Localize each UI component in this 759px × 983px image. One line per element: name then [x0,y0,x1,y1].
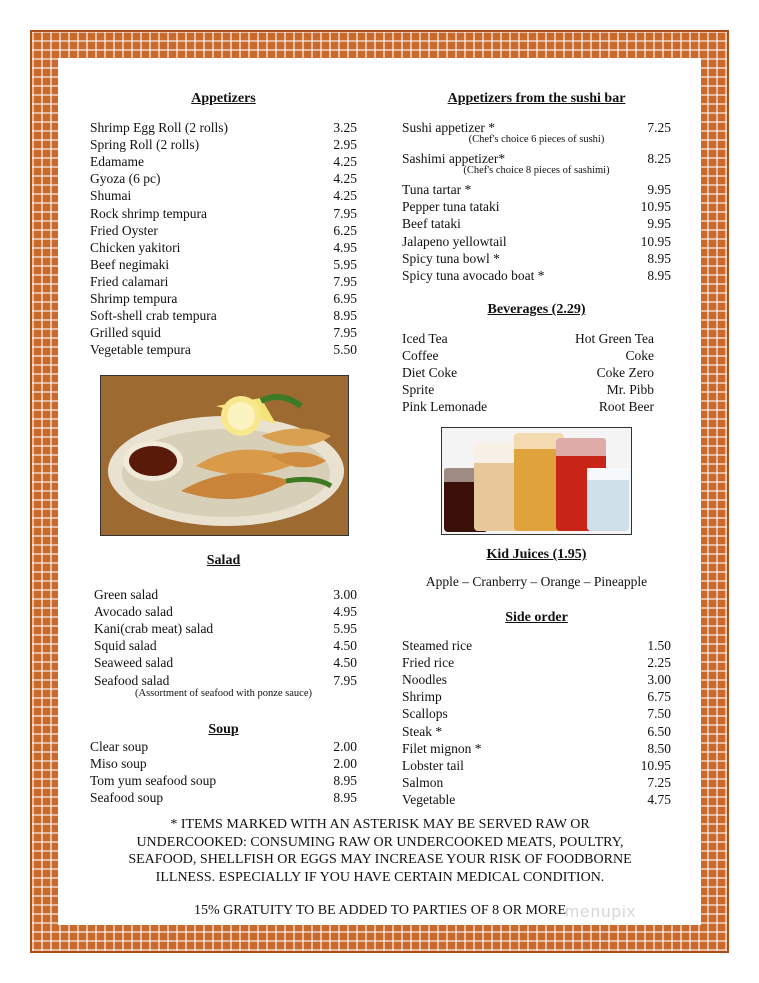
menu-item [402,250,671,267]
item-price: 9.95 [647,216,671,232]
menu-item [94,654,357,671]
menu-item [94,603,357,620]
item-name: Avocado salad [94,604,173,620]
menu-item [402,267,671,284]
item-name: Fried rice [402,655,455,671]
beverage-left: Iced Tea [402,331,448,346]
item-price: 9.95 [647,182,671,198]
menu-item [402,671,671,688]
item-name: Steamed rice [402,638,473,653]
item-name: Shrimp [402,689,442,705]
item-price: 2.00 [333,756,357,772]
menu-item [94,586,357,603]
beverage-right: Coke [625,348,654,364]
item-name: Miso soup [90,756,147,772]
disclaimer-line: UNDERCOOKED: CONSUMING RAW OR UNDERCOOKED MEATS, POULTRY, [136,834,624,850]
item-name: Beef tataki [402,216,461,232]
beverage-right: Root Beer [598,399,654,415]
appetizers-heading: Appetizers [191,91,256,106]
beverage-row [402,398,654,415]
item-name: Fried calamari [90,273,169,289]
gyoza-photo [100,375,349,536]
menu-item [90,772,357,789]
item-price: 10.95 [640,757,671,773]
item-price: 5.95 [333,256,357,272]
item-name: Tom yum seafood soup [90,773,217,789]
item-name: Green salad [94,587,159,602]
menu-item [402,215,671,232]
beverage-row [402,347,654,364]
item-price: 4.95 [333,239,357,255]
menu-item [402,198,671,215]
item-name: Fried Oyster [90,222,158,238]
menu-item [402,791,671,808]
item-name: Shrimp Egg Roll (2 rolls) [90,120,228,135]
menu-item [90,324,357,341]
side-order-heading: Side order [505,610,568,625]
item-price: 4.50 [333,655,357,671]
item-name: Sashimi appetizer* [402,151,506,167]
item-price: 6.95 [333,291,357,306]
item-name: Beef negimaki [90,256,170,272]
menu-item [90,256,357,273]
item-name: Seafood salad [94,672,170,688]
menu-item [94,637,357,654]
item-price: 7.95 [333,672,357,688]
menu-item [90,205,357,222]
beverage-left: Sprite [402,382,435,398]
menu-item [402,774,671,791]
menu-item [402,233,671,250]
item-price: 8.95 [647,267,671,283]
item-price: 3.00 [647,672,671,688]
item-name: Chicken yakitori [90,239,181,255]
menu-item [90,222,357,239]
menu-item [402,757,671,774]
beverages-heading: Beverages (2.29) [487,302,586,317]
item-price: 4.25 [333,171,357,187]
item-name: Shrimp tempura [90,291,178,306]
item-note: (Chef's choice 8 pieces of sashimi) [463,165,610,177]
item-price: 8.25 [647,151,671,167]
item-price: 10.95 [640,199,671,215]
item-name: Edamame [90,154,144,170]
item-price: 5.50 [333,342,357,358]
menu-item [402,181,671,198]
item-name: Spicy tuna bowl * [402,250,500,266]
item-price: 3.25 [333,120,357,135]
salad-heading: Salad [206,553,241,568]
item-note: (Chef's choice 6 pieces of sushi) [468,134,605,146]
item-name: Vegetable tempura [90,342,191,358]
disclaimer-line: SEAFOOD, SHELLFISH OR EGGS MAY INCREASE YOUR RISK OF FOODBORNE [128,852,632,867]
beverage-left: Diet Coke [402,365,458,381]
item-name: Noodles [402,672,447,688]
item-price: 6.50 [647,723,671,739]
menu-item [402,688,671,705]
disclaimer-line: * ITEMS MARKED WITH AN ASTERISK MAY BE SERVED RAW OR [170,817,590,832]
item-price: 4.75 [647,791,671,807]
kid-juices-text: Apple – Cranberry – Orange – Pineapple [425,574,648,589]
item-price: 8.95 [333,790,357,806]
item-name: Seafood soup [90,790,164,806]
sushi-bar-heading: Appetizers from the sushi bar [447,91,626,106]
item-name: Sushi appetizer * [402,120,495,135]
item-price: 7.95 [333,205,357,221]
item-name: Steak * [402,723,443,739]
item-price: 8.95 [647,250,671,266]
item-price: 2.00 [333,739,357,754]
item-name: Seaweed salad [94,655,174,671]
menu-item [90,290,357,307]
item-name: Spicy tuna avocado boat * [402,267,545,283]
menu-item [90,239,357,256]
menu-item [90,738,357,755]
item-name: Pepper tuna tataki [402,199,500,215]
menu-item [90,341,357,358]
item-price: 4.25 [333,154,357,170]
watermark: menupix [565,902,637,921]
item-name: Spring Roll (2 rolls) [90,137,200,153]
menu-item [402,637,671,654]
beverage-row [402,330,654,347]
item-name: Clear soup [90,739,149,754]
item-price: 6.75 [647,689,671,705]
menu-item [90,170,357,187]
item-name: Lobster tail [402,757,464,773]
item-name: Soft-shell crab tempura [90,308,217,324]
menu-item [90,755,357,772]
item-price: 2.95 [333,137,357,153]
item-name: Scallops [402,706,448,722]
item-name: Shumai [90,188,132,204]
item-name: Gyoza (6 pc) [90,171,161,187]
menu-item [90,187,357,204]
item-name: Salmon [402,774,444,790]
beverage-right: Coke Zero [596,365,654,381]
menu-item [402,705,671,722]
item-name: Jalapeno yellowtail [402,233,507,249]
beverage-row [402,364,654,381]
menu-item [90,789,357,806]
item-price: 2.25 [647,655,671,671]
item-price: 7.95 [333,325,357,341]
item-price: 7.25 [647,120,671,135]
disclaimer-line: ILLNESS. ESPECIALLY IF YOU HAVE CERTAIN MEDICAL CONDITION. [155,869,605,885]
beverage-left: Pink Lemonade [402,399,488,415]
item-price: 4.25 [333,188,357,204]
item-price: 8.50 [647,740,671,756]
item-price: 1.50 [647,638,671,653]
item-price: 3.00 [333,587,357,602]
menu-item [90,153,357,170]
item-name: Filet mignon * [402,740,482,756]
gratuity-notice: 15% GRATUITY TO BE ADDED TO PARTIES OF 8 OR MORE [193,903,566,918]
item-price: 7.95 [333,273,357,289]
item-price: 4.50 [333,638,357,654]
item-name: Kani(crab meat) salad [94,621,214,637]
item-price: 5.95 [333,621,357,637]
item-name: Vegetable [402,791,456,807]
seafood-salad-note: (Assortment of seafood with ponze sauce) [135,688,312,699]
menu-item [90,119,357,136]
item-price: 8.95 [333,308,357,324]
menu-item [94,672,357,689]
beverage-right: Mr. Pibb [606,382,654,398]
item-name: Squid salad [94,638,157,654]
item-name: Tuna tartar * [402,182,472,198]
menu-item [90,136,357,153]
menu-item [402,723,671,740]
menu-item [90,273,357,290]
kid-juices-heading: Kid Juices (1.95) [486,547,587,562]
item-price: 6.25 [333,222,357,238]
item-name: Grilled squid [90,325,161,341]
menu-item [402,740,671,757]
beverage-right: Hot Green Tea [574,331,654,346]
item-price: 7.50 [647,706,671,722]
item-name: Rock shrimp tempura [90,205,207,221]
menu-item [90,307,357,324]
drinks-photo [441,427,632,535]
menu-item [402,654,671,671]
item-price: 7.25 [647,774,671,790]
item-price: 4.95 [333,604,357,620]
menu-item [94,620,357,637]
beverage-row [402,381,654,398]
item-price: 10.95 [640,233,671,249]
soup-heading: Soup [208,722,239,737]
item-price: 8.95 [333,773,357,789]
beverage-left: Coffee [402,348,439,364]
